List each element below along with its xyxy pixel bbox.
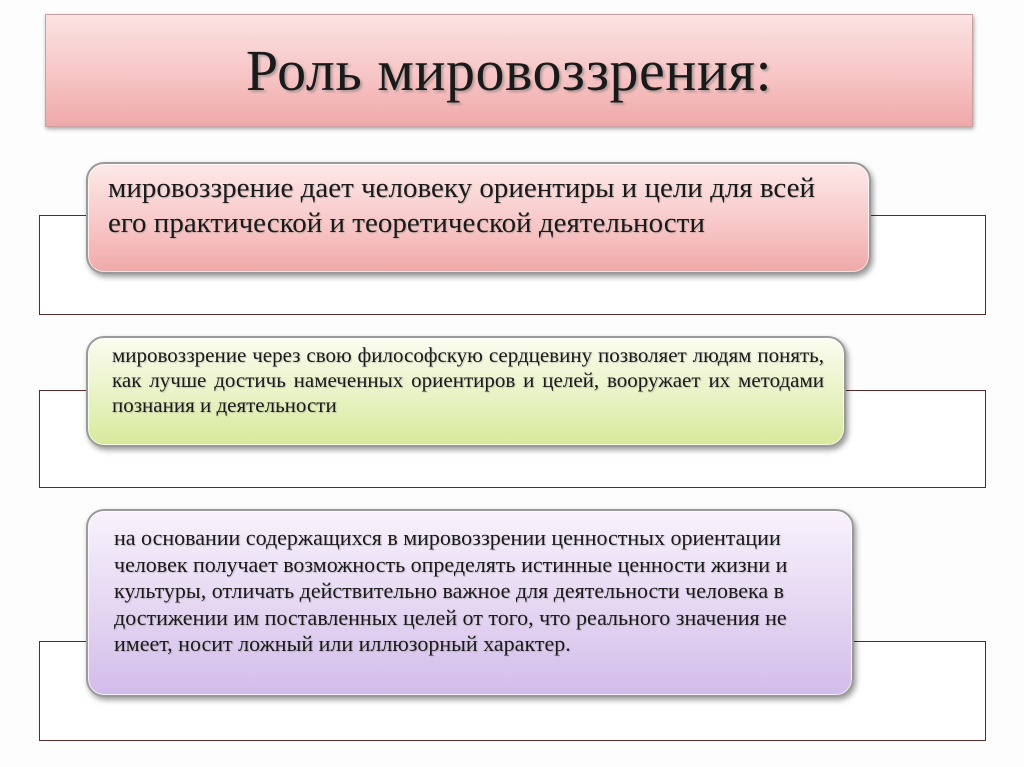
block-1-box xyxy=(86,162,871,274)
block-2-box xyxy=(86,336,846,447)
block-2-text: мировоззрение через свою философскую сердцевину позволяет людям понять, как лучше достичь намеченных ориентиров и целей, вооружает их методами познания и деятельности xyxy=(112,343,824,417)
block-1-text: мировоззрение дает человеку ориентиры и цели для всей его практической и теоретической деятельности xyxy=(108,172,816,239)
block-3-box xyxy=(86,509,854,697)
title-box xyxy=(45,14,973,127)
slide-title: Роль мировоззрения: xyxy=(245,38,773,103)
block-3-text: на основании содержащихся в мировоззрении ценностных ориентации человек получает возможность определять истинные ценности жизни и культуры, отличать действительно важное для деятельности человека в достижении им поставленных целей от того, что реального значения не имеет, носит ложный или иллюзорный характер. xyxy=(114,525,788,656)
